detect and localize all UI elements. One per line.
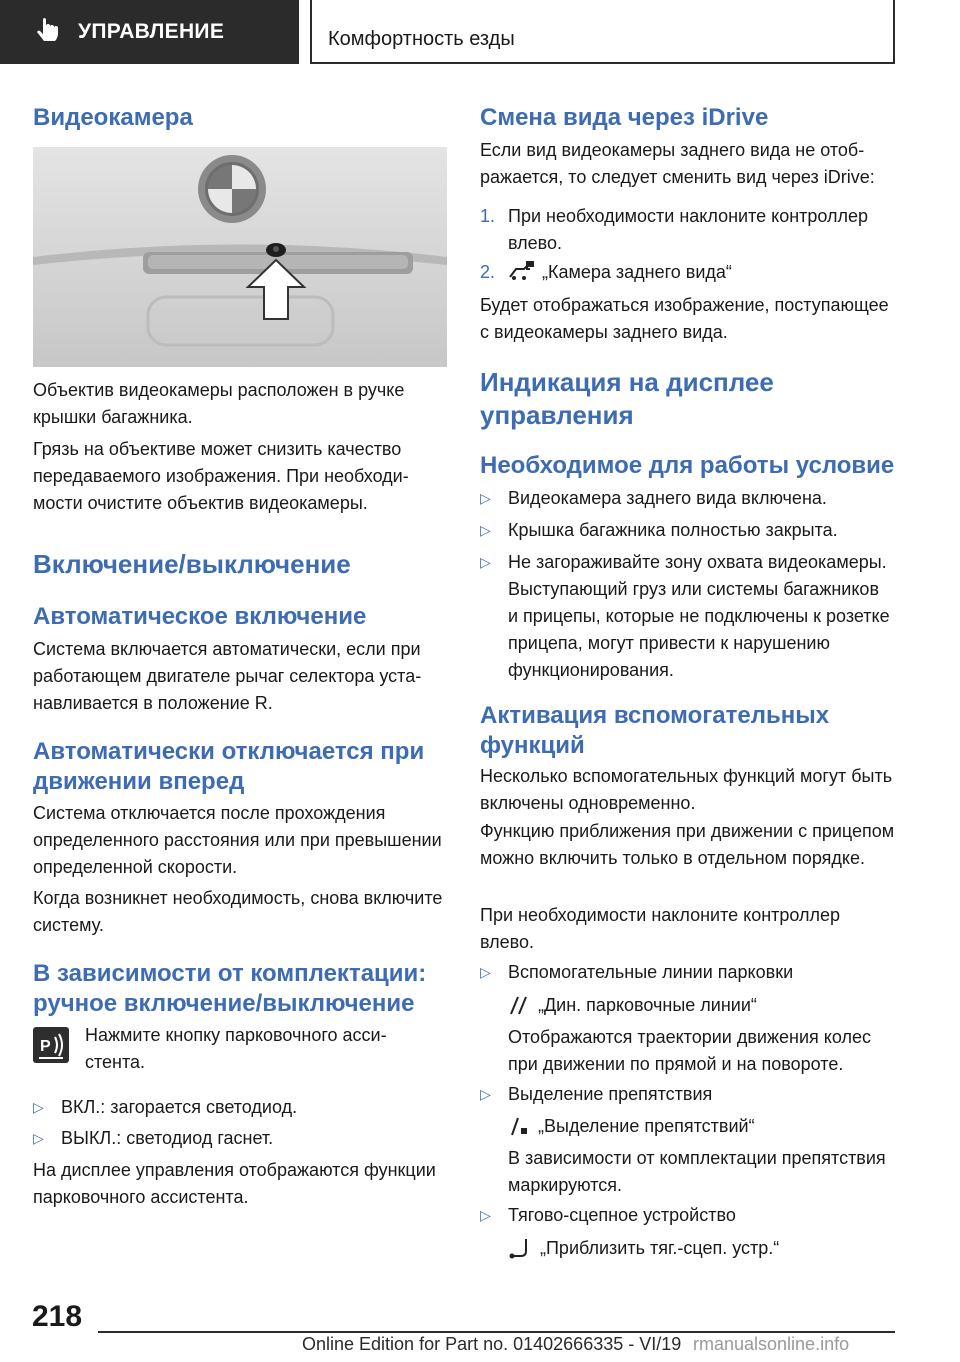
svg-text:P: P xyxy=(40,1038,51,1055)
obstacle-marking-icon xyxy=(508,1115,530,1145)
triangle-bullet-icon: ▷ xyxy=(33,1130,44,1146)
section-title: УПРАВЛЕНИЕ xyxy=(78,20,225,43)
triangle-bullet-icon: ▷ xyxy=(480,964,491,980)
section-header xyxy=(0,0,299,64)
aux-paragraph-3: При необходимости наклоните контроллер влево. xyxy=(480,905,841,952)
edition-text: Online Edition for Part no. 01402666335 - VI/19 xyxy=(302,1334,682,1354)
manual-paragraph-2: На дисплее управления отображаются функции парковочного ассистента. xyxy=(33,1160,436,1207)
parking-lines-icon xyxy=(508,994,530,1024)
triangle-bullet-icon: ▷ xyxy=(480,522,491,538)
manual-heading: В зависимости от комплектации: ручное включение/выключение xyxy=(33,960,427,1017)
manual-paragraph: Нажмите кнопку парковочного ассистента. xyxy=(85,1025,387,1072)
watermark-text: rmanualsonline.info xyxy=(693,1334,850,1354)
camera-photo xyxy=(33,147,447,367)
rear-camera-icon xyxy=(508,259,536,289)
tow-hitch-icon xyxy=(508,1237,532,1267)
display-heading: Индикация на дисплее управления xyxy=(480,367,774,430)
triangle-bullet-icon: ▷ xyxy=(480,490,491,506)
switch-heading: Смена вида через iDrive xyxy=(480,104,769,131)
chapter-header xyxy=(310,0,895,64)
camera-paragraph-1: Объектив видеокамеры расположен в ручке крышки багажника. xyxy=(33,380,405,427)
auto-on-heading: Автоматическое включение xyxy=(33,603,367,630)
auto-off-paragraph-2: Когда возникнет необходимость, снова включите систему. xyxy=(33,888,443,935)
aux-paragraph-2: Функцию приближения при движении с прицепом можно включить только в отдельном порядке. xyxy=(480,821,895,868)
requirement-heading: Необходимое для работы условие xyxy=(480,452,895,479)
switch-paragraph-2: Будет отображаться изображение, поступающее с видеокамеры заднего вида. xyxy=(480,295,889,342)
park-assist-button-icon xyxy=(33,1027,69,1063)
switch-paragraph: Если вид видеокамеры заднего вида не отображается, то следует сменить вид через iDrive: xyxy=(480,140,875,187)
aux-paragraph-1: Несколько вспомогательных функций могут быть включены одновременно. xyxy=(480,766,893,813)
aux-item-desc: В зависимости от комплектации препятствия маркируются. xyxy=(508,1148,886,1195)
auto-off-paragraph-1: Система отключается после прохождения определенного расстояния или при превышении определенной скорости. xyxy=(33,803,442,877)
triangle-bullet-icon: ▷ xyxy=(480,1207,491,1223)
aux-item-desc: Отображаются траектории движения колес при движении по прямой и на повороте. xyxy=(508,1027,871,1074)
page-number: 218 xyxy=(32,1300,83,1333)
camera-paragraph-2: Грязь на объективе может снизить качество передаваемого изображения. При необходимости очистите объектив видеокамеры. xyxy=(33,439,409,513)
triangle-bullet-icon: ▷ xyxy=(33,1099,44,1115)
onoff-heading: Включение/выключение xyxy=(33,549,351,579)
auto-off-heading: Автоматически отключается при движении вперед xyxy=(33,738,425,795)
chapter-title: Комфортность езды xyxy=(328,28,515,50)
aux-heading: Активация вспомогательных функций xyxy=(480,702,830,759)
hand-pointer-icon xyxy=(28,12,68,52)
triangle-bullet-icon: ▷ xyxy=(480,1086,491,1102)
footer-divider xyxy=(98,1331,895,1333)
triangle-bullet-icon: ▷ xyxy=(480,554,491,570)
auto-on-paragraph: Система включается автоматически, если при работающем двигателе рычаг селектора устанавливается в положение R. xyxy=(33,639,422,713)
camera-heading: Видеокамера xyxy=(33,104,193,131)
